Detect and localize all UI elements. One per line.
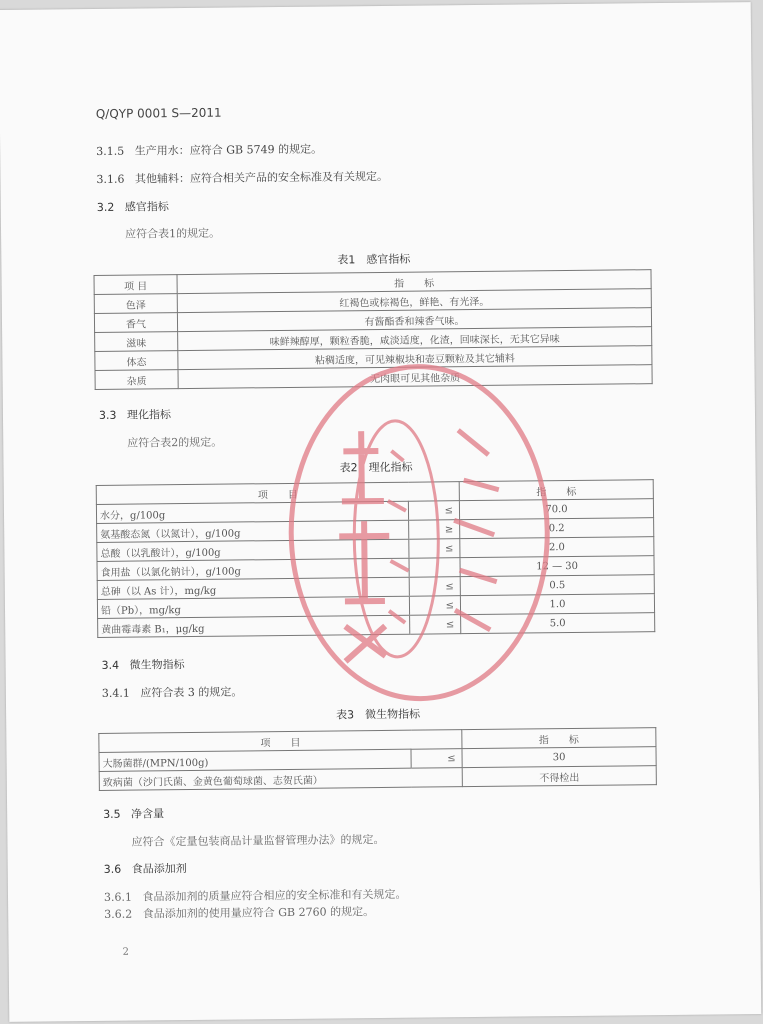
clause-number: 3.6.2 [104,907,133,921]
table-cell [409,558,460,578]
section-number: 3.2 [96,200,115,214]
clause-3-1-6 [96,168,388,187]
table-cell: ≤ [410,596,461,616]
section-3-2-para: 应符合表1的规定。 [125,226,221,241]
clause-text: 食品添加剂的质量应符合相应的安全标准和有关规定。 [142,887,407,904]
table-cell: 1.0 [460,594,654,615]
clause-text: 应符合表 3 的规定。 [140,685,243,700]
table1-sensory [94,269,653,390]
table2-physicochemical [96,479,656,638]
table-cell: 致病菌（沙门氏菌、金黄色葡萄球菌、志贺氏菌） [99,768,462,791]
table-cell: 12 — 30 [460,556,654,577]
table-cell: 粘稠适度，可见辣椒块和壶豆颗粒及其它辅料 [178,346,652,370]
table-cell: ≤ [411,749,462,769]
page-number: 2 [122,946,130,958]
table1-caption: 表1 感官指标 [337,252,411,267]
table-cell: 杂质 [95,370,178,390]
table-cell: 不得检出 [462,766,656,787]
table-cell: 5.0 [461,613,655,634]
clause-text: 生产用水：应符合 GB 5749 的规定。 [134,142,323,158]
section-title: 净含量 [131,807,165,821]
table-cell: ≤ [409,501,460,521]
table-cell: 香气 [94,313,177,333]
clause-3-6-2 [104,903,374,922]
table-header-cell: 项 目 [99,730,462,753]
section-title: 理化指标 [126,408,172,422]
table-cell: ≤ [409,539,460,559]
table-cell: 总酸（以乳酸计），g/100g [97,539,409,561]
table-header-cell: 指 标 [462,728,656,749]
section-number: 3.5 [103,807,121,821]
document-page [0,2,761,1022]
section-title: 感官指标 [124,200,169,214]
section-number: 3.6 [103,862,122,876]
table-cell: 味鲜辣醇厚，颗粒香脆，咸淡适度，化渣，回味深长，无其它异味 [178,327,652,351]
table-cell: 0.2 [460,518,654,539]
table-cell: 总砷（以 As 计），mg/kg [97,577,409,599]
section-number: 3.3 [98,408,117,422]
section-title: 微生物指标 [129,658,185,672]
section-3-4-heading [102,656,185,673]
clause-3-6-1 [104,886,407,905]
section-3-5-heading [103,805,164,822]
table-cell: 黄曲霉毒素 B₁，μg/kg [98,615,410,637]
table-cell: 有酱酯香和辣香气味。 [177,308,651,332]
section-3-3-heading [99,406,171,423]
table-cell: 氨基酸态氮（以氮计），g/100g [97,520,409,542]
clause-number: 3.4.1 [101,686,130,700]
table-cell: 滋味 [95,332,178,352]
table-cell: 色泽 [94,294,177,314]
section-3-3-para: 应符合表2的规定。 [127,435,223,450]
section-3-6-heading [104,860,187,877]
table3-microbial [98,727,657,791]
clause-number: 3.1.6 [96,172,125,186]
table-cell: 食用盐（以氯化钠计），g/100g [97,558,409,580]
table-header-cell: 项 目 [96,482,459,505]
section-number: 3.4 [101,658,120,672]
section-title: 食品添加剂 [131,862,187,876]
table-cell: 70.0 [459,499,653,520]
table-header-cell: 项 目 [94,275,177,295]
table-cell: 无肉眼可见其他杂质 [178,365,652,389]
table-cell: 2.0 [460,537,654,558]
table-cell: 0.5 [460,575,654,596]
table2-caption: 表2 理化指标 [339,460,413,475]
table-cell: 铅（Pb），mg/kg [97,596,409,618]
table-cell: ≤ [409,577,460,597]
table-cell: 30 [462,747,656,768]
table-cell: ≥ [409,520,460,540]
table-cell: 大肠菌群/(MPN/100g) [99,749,411,771]
table3-caption: 表3 微生物指标 [336,707,421,722]
table-cell: 体态 [95,351,178,371]
table-cell: 红褐色或棕褐色，鲜艳、有光泽。 [177,289,651,313]
table-cell: ≤ [410,615,461,635]
clause-text: 食品添加剂的使用量应符合 GB 2760 的规定。 [142,905,375,921]
standard-code: Q/QYP 0001 S—2011 [95,105,222,121]
clause-number: 3.1.5 [96,144,125,158]
table-cell: 水分，g/100g [96,501,408,523]
clause-text: 其他辅料：应符合相关产品的安全标准及有关规定。 [134,169,389,186]
table-header-cell: 指 标 [177,270,651,294]
clause-3-1-5 [96,141,322,159]
section-3-5-para: 应符合《定量包装商品计量监督管理办法》的规定。 [131,832,385,849]
section-3-2-heading [97,198,169,215]
table-header-cell: 指 标 [459,480,653,501]
clause-3-4-1 [102,683,243,700]
clause-number: 3.6.1 [103,890,133,904]
